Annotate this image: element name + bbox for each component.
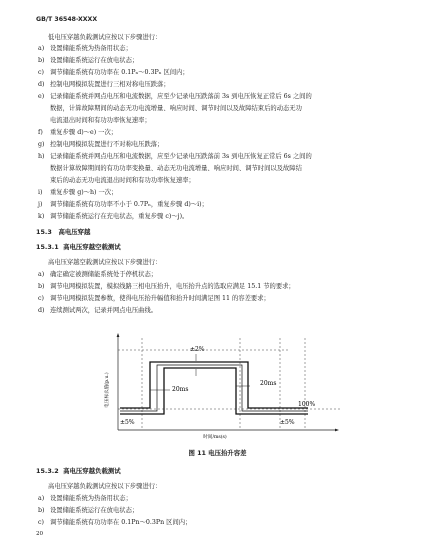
list-item-continuation: 电流退出时间和有功功率恢复速率；: [50, 117, 151, 124]
standard-number: GB/T 36548-XXXX: [36, 16, 98, 23]
time-20ms-left-label: 20ms: [172, 386, 189, 393]
list-item-continuation: 数据计算故障期间的有功功率变换量、动态无功电流增量、响应时间、调节时间以及故障结: [50, 165, 302, 172]
x-axis-arrow: [335, 429, 339, 432]
paragraph-intro-hv-load: 高电压穿越负载测试应按以下步骤进行：: [48, 483, 162, 490]
list-item: i) 重复步骤 g)～h) 一次；: [38, 189, 118, 196]
list-item-continuation: 数据，计算故障期间的动态无功电流增量、响应时间、调节时间以及故障结束后的动态无功: [50, 105, 302, 112]
voltage-rise-tolerance-figure: [90, 328, 360, 450]
time-20ms-right-label: 20ms: [260, 380, 277, 387]
list-item: b) 调节电网模拟装置，模拟线路三相电压抬升，电压抬升点的选取应满足 15.1 节的要求；: [38, 283, 295, 290]
list-item: c) 调节储能系统有功功率在 0.1Pₙ～0.3Pₙ 区间内；: [38, 69, 189, 76]
list-item: d) 连续测试两次，记录并网点电压曲线。: [38, 307, 158, 314]
level-100pct-label: 100%: [298, 401, 316, 408]
tolerance-5pct-left-label: ±5%: [120, 419, 135, 426]
x-axis-label: 时间/ms(s): [203, 435, 227, 440]
list-item: c) 调节电网模拟装置参数，使得电压抬升幅值和抬升时间满足图 11 的容差要求；: [38, 295, 270, 302]
section-heading-15-3-2: 15.3.2 高电压穿越负载测试: [36, 467, 121, 475]
list-item-continuation: 束后的动态无功电流退出时间和有功功率恢复速率；: [50, 177, 195, 184]
list-item: k) 调节储能系统运行在充电状态，重复步骤 c)～j)。: [38, 213, 189, 220]
list-item: e) 记录储能系统并网点电压和电流数据，应至少记录电压跌落前 3s 到电压恢复正常后 6s 之间的: [38, 93, 312, 100]
list-item: g) 控制电网模拟装置进行不对称电压跌落；: [38, 141, 164, 148]
list-item: f) 重复步骤 d)～e) 一次；: [38, 129, 118, 136]
section-heading-15-3-1: 15.3.1 高电压穿越空载测试: [36, 243, 121, 251]
list-item: b) 设置储能系统运行在放电状态；: [38, 57, 139, 64]
tolerance-2pct-label: ±2%: [190, 346, 205, 353]
figure-caption: 图 11 电压抬升容差: [188, 449, 247, 457]
list-item: h) 记录储能系统并网点电压和电流数据，应至少记录电压跌落前 3s 到电压恢复正常后 6s 之间的: [38, 153, 312, 160]
list-item: d) 控制电网模拟装置进行三相对称电压跌落；: [38, 81, 170, 88]
page-number: 20: [36, 531, 44, 537]
tolerance-5pct-right-label: ±5%: [280, 419, 295, 426]
list-item: a) 设置储能系统为热备用状态；: [38, 495, 132, 502]
paragraph-intro-hv-noload: 高电压穿越空载测试应按以下步骤进行：: [48, 259, 162, 266]
list-item: b) 设置储能系统运行在放电状态；: [38, 507, 139, 514]
list-item: a) 确定确定被测储能系统处于停机状态；: [38, 271, 158, 278]
section-heading-15-3: 15.3 高电压穿越: [36, 228, 91, 236]
list-item: c) 调节储能系统有功功率在 0.1Pn～0.3Pn 区间内；: [38, 519, 192, 526]
tolerance-upper-line: [120, 362, 308, 408]
paragraph-intro-lv: 低电压穿越负载测试应按以下步骤进行：: [48, 34, 162, 41]
list-item: a) 设置储能系统为热备用状态；: [38, 45, 132, 52]
list-item: j) 调节储能系统有功功率不小于 0.7Pₙ，重复步骤 d)～i)；: [38, 201, 208, 208]
y-axis-arrow: [117, 333, 120, 337]
y-axis-label: 电压标幺值(p.u.): [105, 372, 110, 408]
